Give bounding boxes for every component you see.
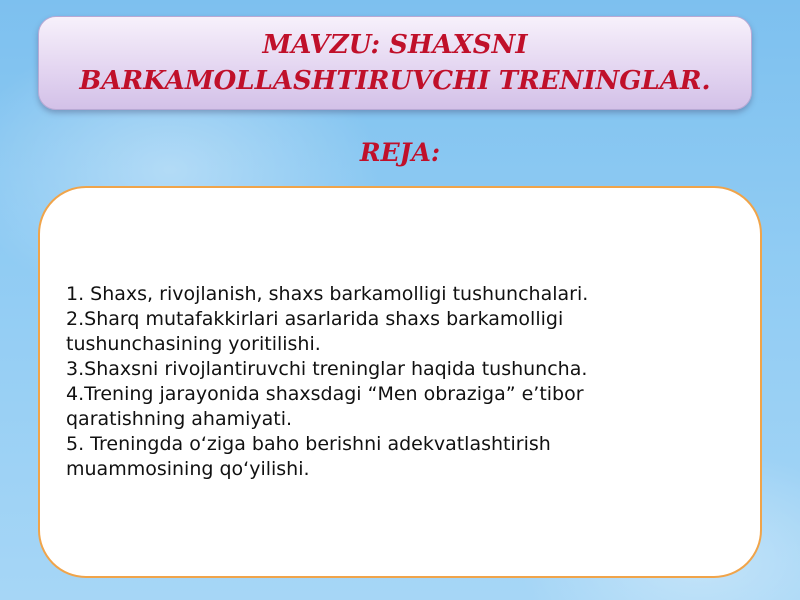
plan-item: 3.Shaxsni rivojlantiruvchi treninglar haqida tushuncha. xyxy=(66,358,588,380)
plan-item: 1. Shaxs, rivojlanish, shaxs barkamolligi tushunchalari. xyxy=(66,283,589,305)
plan-item: 4.Trening jarayonida shaxsdagi “Men obraziga” e’tibor qaratishning ahamiyati. xyxy=(66,383,584,430)
title-banner xyxy=(38,16,752,110)
plan-item: 5. Treningda o‘ziga baho berishni adekvatlashtirish muammosining qo‘yilishi. xyxy=(66,433,551,480)
plan-content-box xyxy=(38,186,762,578)
plan-item: 2.Sharq mutafakkirlari asarlarida shaxs barkamolligi tushunchasining yoritilishi. xyxy=(66,308,564,355)
plan-list xyxy=(40,282,666,482)
slide-title: MAVZU: SHAXSNI BARKAMOLLASHTIRUVCHI TRENINGLAR. xyxy=(79,30,711,96)
plan-heading: REJA: xyxy=(359,138,441,167)
